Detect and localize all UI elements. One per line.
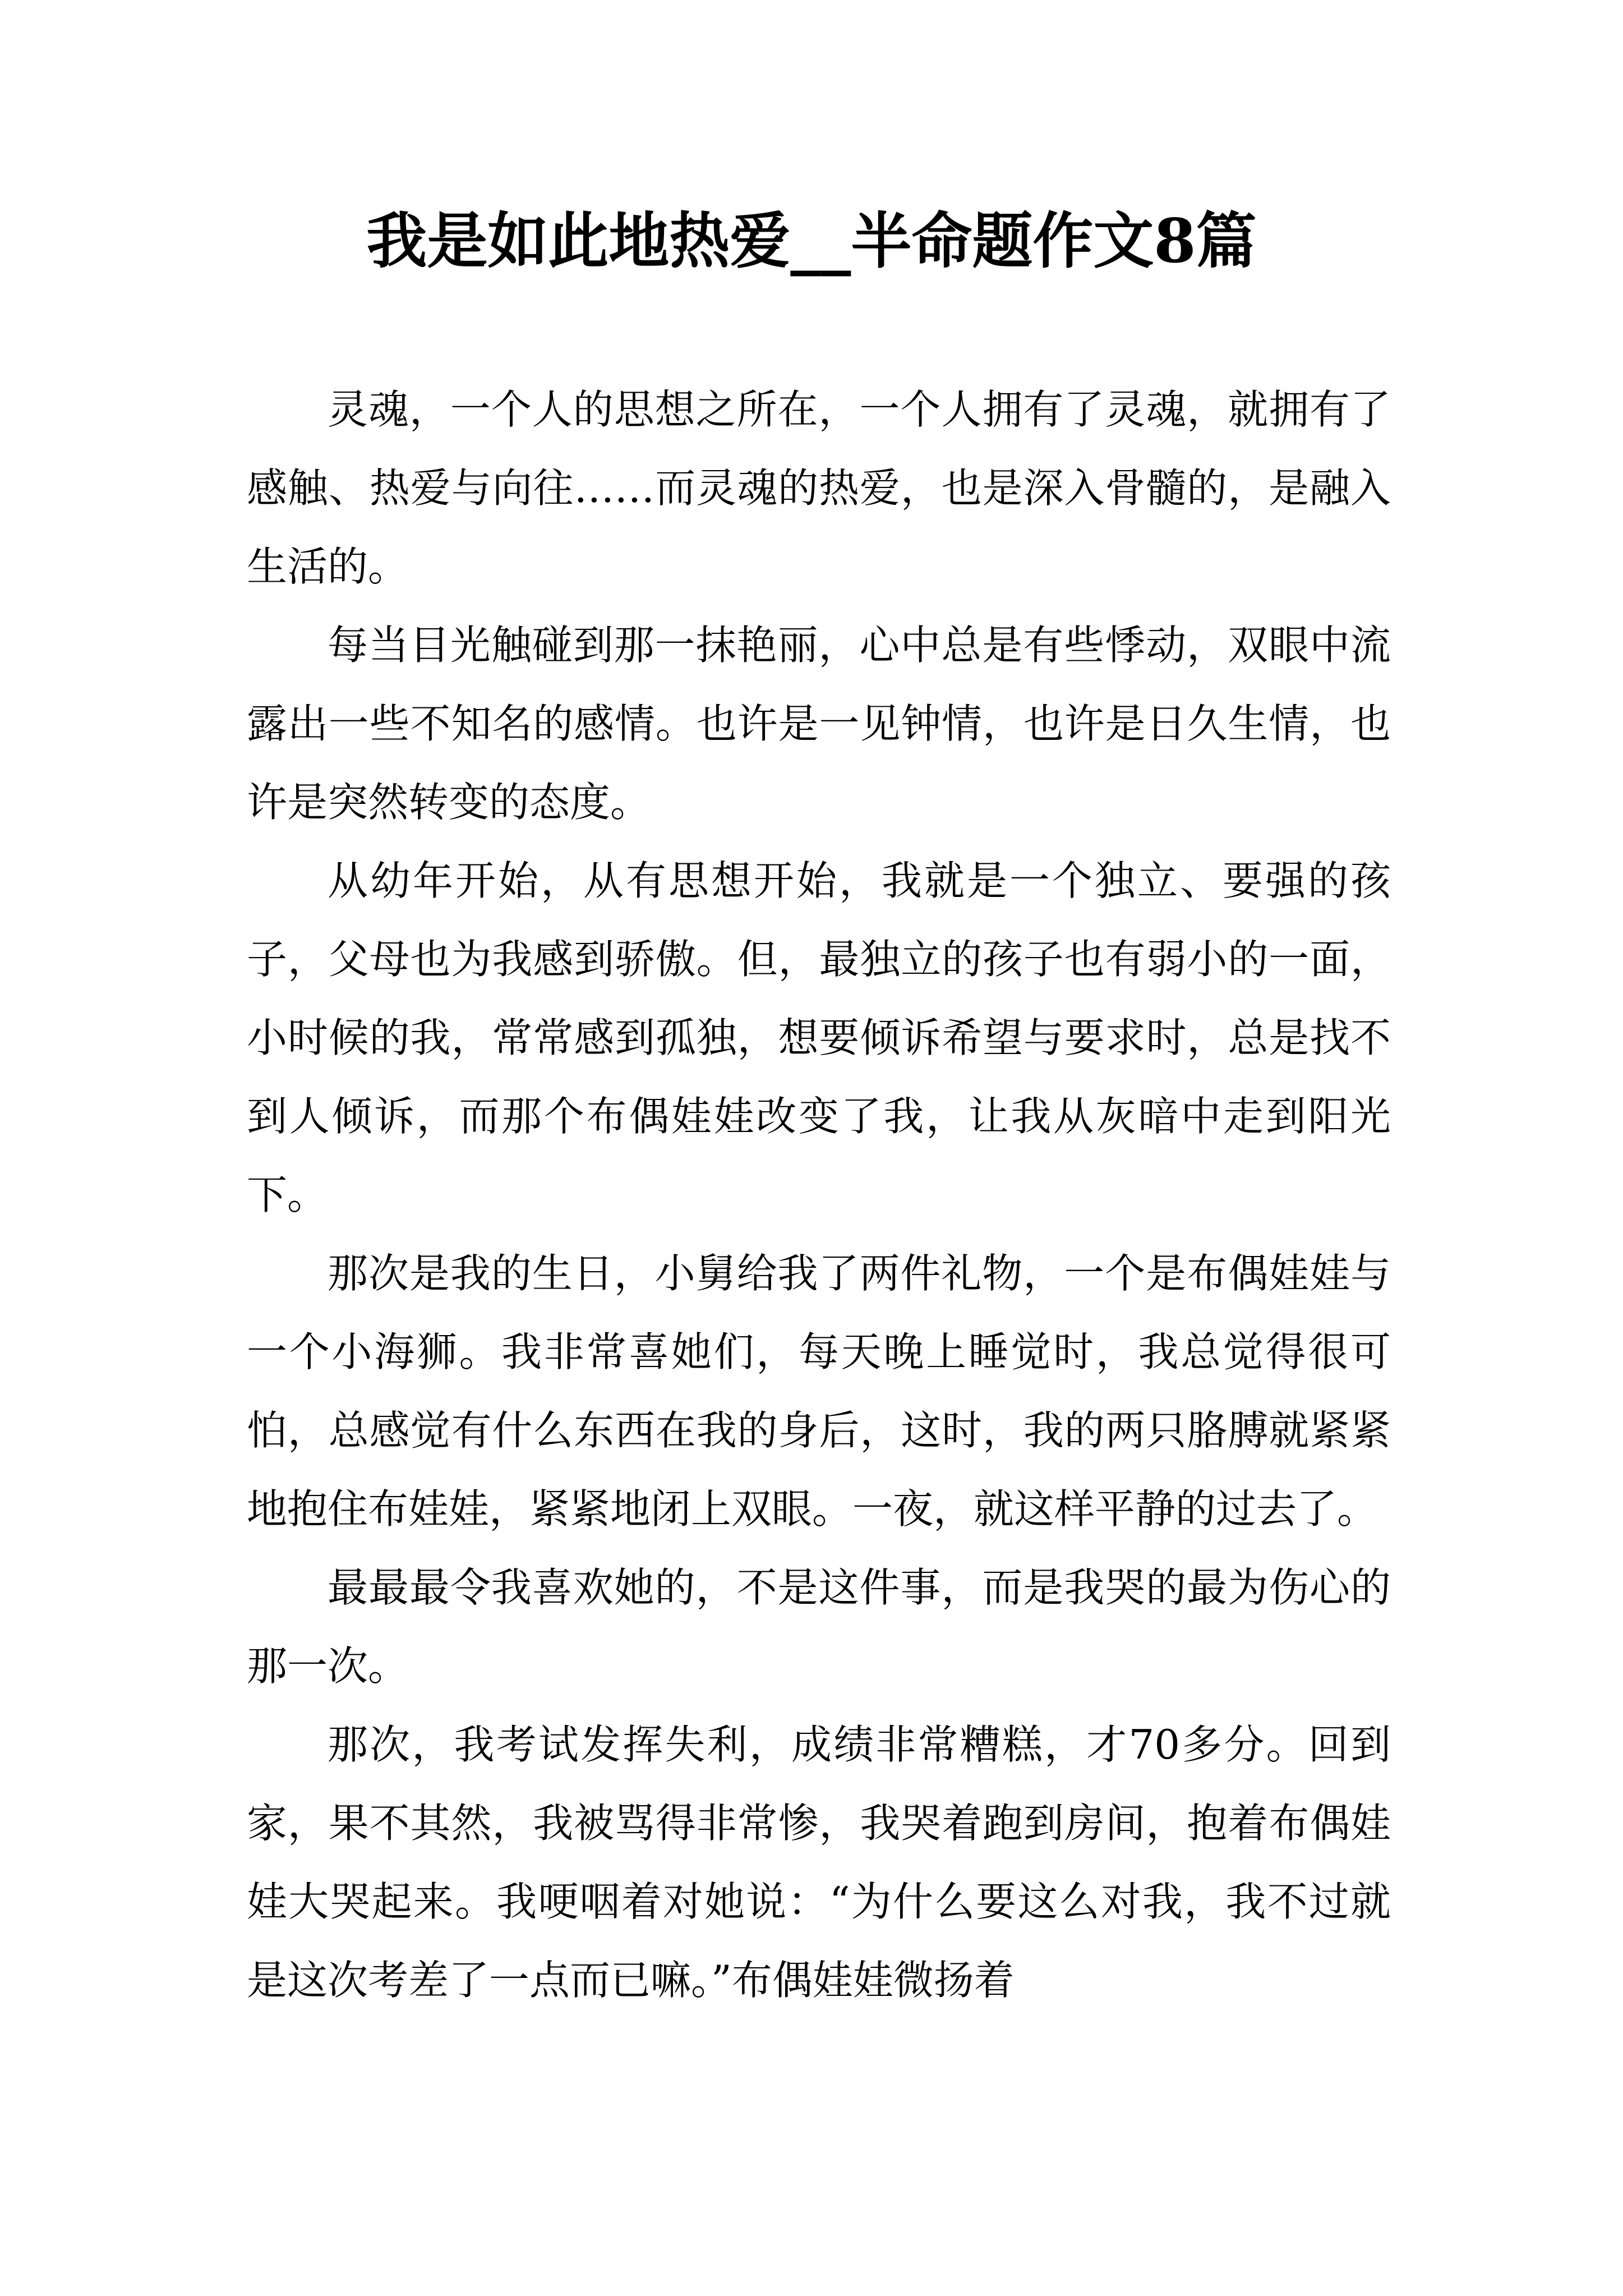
document-body <box>247 370 1391 2019</box>
document-title: 我是如此地热爱__半命题作文8篇 <box>366 206 1257 277</box>
paragraph: 最最最令我喜欢她的，不是这件事，而是我哭的最为伤心的那一次。 <box>247 1564 1391 1690</box>
paragraph: 每当目光触碰到那一抹艳丽，心中总是有些悸动，双眼中流露出一些不知名的感情。也许是一见钟情，也许是日久生情，也许是突然转变的态度。 <box>247 622 1391 826</box>
paragraph: 那次，我考试发挥失利，成绩非常糟糕，才70多分。回到家，果不其然，我被骂得非常惨，我哭着跑到房间，抱着布偶娃娃大哭起来。我哽咽着对她说：“为什么要这么对我，我不过就是这次考差了一点而已嘛。”布偶娃娃微扬着 <box>247 1721 1391 2004</box>
paragraph: 那次是我的生日，小舅给我了两件礼物，一个是布偶娃娃与一个小海狮。我非常喜她们，每天晚上睡觉时，我总觉得很可怕，总感觉有什么东西在我的身后，这时，我的两只胳膊就紧紧地抱住布娃娃，紧紧地闭上双眼。一夜，就这样平静的过去了。 <box>247 1250 1391 1533</box>
paragraph: 灵魂，一个人的思想之所在，一个人拥有了灵魂，就拥有了感触、热爱与向往……而灵魂的热爱，也是深入骨髓的，是融入生活的。 <box>247 386 1391 590</box>
paragraph: 从幼年开始，从有思想开始，我就是一个独立、要强的孩子，父母也为我感到骄傲。但，最独立的孩子也有弱小的一面，小时候的我，常常感到孤独，想要倾诉希望与要求时，总是找不到人倾诉，而那个布偶娃娃改变了我，让我从灰暗中走到阳光下。 <box>247 857 1391 1218</box>
